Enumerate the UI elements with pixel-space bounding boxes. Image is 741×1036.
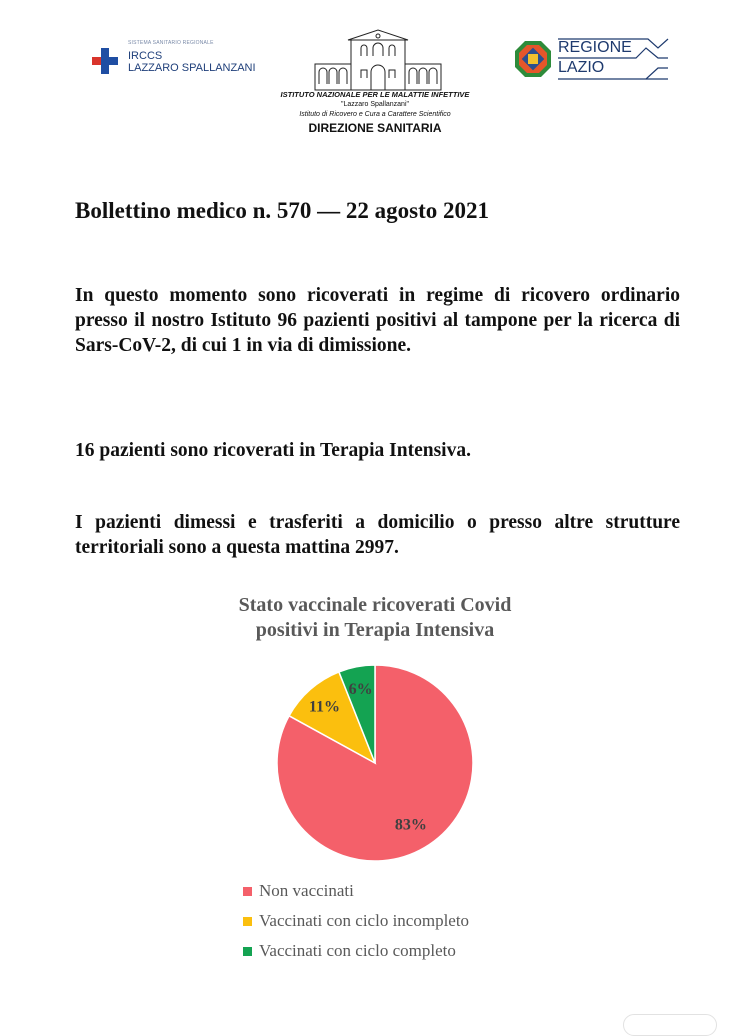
institute-type: Istituto di Ricovero e Cura a Carattere Scientifico [299,111,451,118]
chart-title-line-1: Stato vaccinale ricoverati Covid [238,594,512,616]
institute-building-icon [313,28,443,92]
irccs-spallanzani-logo [88,38,268,82]
institute-subtitle: "Lazzaro Spallanzani" [340,101,409,108]
legend-label: Vaccinati con ciclo completo [259,941,456,960]
medical-cross-icon [92,48,118,74]
pie-label-ciclo-completo: 6% [348,680,373,698]
chart-legend [243,876,469,966]
chart-title-line-2: positivi in Terapia Intensiva [255,619,495,641]
legend-swatch [243,917,252,926]
lazio-emblem-icon [514,40,552,78]
paragraph-intensive-care: 16 pazienti sono ricoverati in Terapia Intensiva. [75,440,471,461]
regione-label: REGIONE [558,39,632,56]
bulletin-title: Bollettino medico n. 570 — 22 agosto 2021 [75,198,489,223]
paragraph-hospitalized: In questo momento sono ricoverati in regime di ricovero ordinario presso il nostro Istituto 96 pazienti positivi al tampone per la ricerca di Sars-CoV-2, di cui 1 in via di dimissione. [75,285,680,356]
scroll-handle[interactable] [623,1014,717,1036]
institute-name: ISTITUTO NAZIONALE PER LE MALATTIE INFETTIVE [280,90,470,99]
legend-label: Vaccinati con ciclo incompleto [259,911,470,930]
legend-item-ciclo-completo [243,936,469,966]
legend-item-ciclo-incompleto [243,906,469,936]
legend-swatch [243,887,252,896]
logo-line-2: LAZZARO SPALLANZANI [128,62,256,74]
paragraph-discharged: I pazienti dimessi e trasferiti a domicilio o presso altre strutture territoriali sono a questa mattina 2997. [75,512,680,558]
legend-label: Non vaccinati [259,881,354,900]
pie-label-ciclo-incompleto: 11% [308,698,341,716]
chart-title [160,593,590,643]
logo-small-text: SISTEMA SANITARIO REGIONALE [128,40,214,46]
institute-header [200,90,550,137]
pie-label-non-vaccinati: 83% [394,816,427,834]
legend-swatch [243,947,252,956]
regione-lazio-logo [512,38,672,82]
legend-item-non-vaccinati [243,876,469,906]
logo-line-1: IRCCS [128,50,163,62]
lazio-label: LAZIO [558,59,605,76]
department-name: DIREZIONE SANITARIA [308,121,442,135]
vaccination-pie-chart [270,658,480,868]
lazio-decorative-lines [558,38,670,82]
